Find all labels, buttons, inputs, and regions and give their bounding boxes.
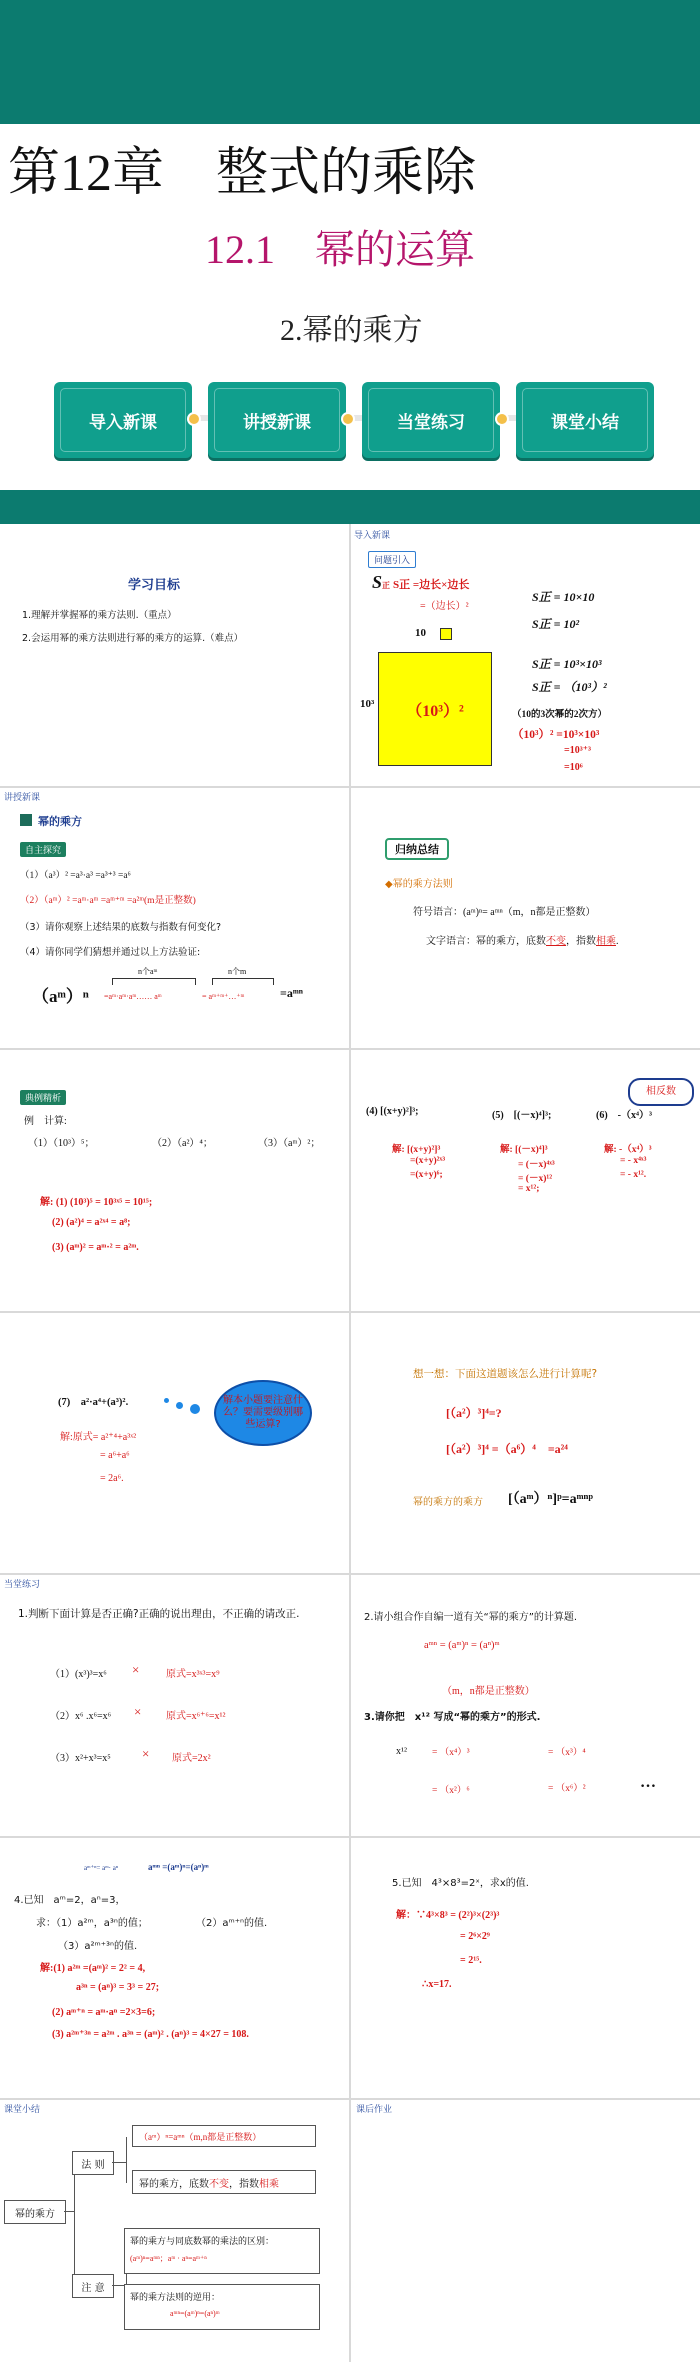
bubble-dot xyxy=(176,1402,183,1409)
a6-1: 解: -（x⁴）³ xyxy=(604,1145,652,1155)
practice-title: 1.判断下面计算是否正确?正确的说出理由，不正确的请改正. xyxy=(18,1608,300,1620)
wrong-mark: × xyxy=(142,1746,150,1761)
p4-s1: 解：∵4³×8³ = (2²)³×(2³)³ xyxy=(396,1910,500,1921)
example-q4: (4) [(x+y)²]³; xyxy=(366,1106,419,1117)
intro-formula2: =（边长）² xyxy=(420,601,469,612)
rule-symbol: 符号语言：(aᵐ)ⁿ= aᵐⁿ（m，n都是正整数） xyxy=(413,907,596,918)
a5-1: 解: [(－x)⁴]³ xyxy=(500,1145,548,1155)
a5-2: = (－x)⁴ˣ³ xyxy=(518,1160,555,1170)
example-a2: (2) (a²)⁴ = a²ˣ⁴ = a⁸; xyxy=(52,1217,131,1228)
practice-q: （3）x²+x³=x⁵ xyxy=(50,1753,111,1764)
section-label: 导入新课 xyxy=(354,531,391,541)
expr-left: （aᵐ）ⁿ xyxy=(32,987,89,1006)
a6-2: = - x⁴ˣ³ xyxy=(620,1156,647,1166)
tree-line xyxy=(126,2137,127,2183)
intro-s2: S正 = 10² xyxy=(532,617,580,631)
wrong-mark: × xyxy=(134,1704,142,1719)
practice-fix: 原式=x⁶⁺⁶=x¹² xyxy=(166,1711,226,1722)
section-title: 12.1 幂的运算 xyxy=(205,227,475,272)
a4-1: 解: [(x+y)²]³ xyxy=(392,1145,441,1155)
example-q1: （1）（10³）⁵； xyxy=(28,1138,95,1149)
section-label: 当堂练习 xyxy=(4,1580,41,1590)
summary-rule2: 幂的乘方，底数 不变 ，指数 相乘 xyxy=(132,2170,316,2194)
explore-line1: （1）（a³）² =a³·a³ =a³⁺³ =a⁶ xyxy=(20,871,131,881)
a6-3: = - x¹². xyxy=(620,1170,647,1180)
nav-button-practice[interactable]: 当堂练习 xyxy=(362,382,500,458)
label-ten: 10 xyxy=(415,627,426,639)
chapter-title: 第12章 整式的乘除 xyxy=(8,145,477,202)
section-label: 课后作业 xyxy=(356,2105,393,2115)
intro-note: （10的3次幂的2次方） xyxy=(512,710,608,720)
p3-s3: (2) aᵐ⁺ⁿ = aᵐ·aⁿ =2×3=6; xyxy=(52,2007,156,2018)
bubble-dot xyxy=(190,1404,200,1414)
x12-form: = （x³）⁴ xyxy=(548,1748,586,1758)
expr-mid2: = aᵐ⁺ᵐ⁺…⁺ᵐ xyxy=(202,992,245,1001)
practice-q: （1）(x³)³=x⁶ xyxy=(50,1669,107,1680)
practice-fix: 原式=2x² xyxy=(172,1753,211,1764)
hint-bubble: 解本小题要注意什么？要需要级别哪些运算? xyxy=(214,1380,312,1446)
tag-example: 典例精析 xyxy=(20,1090,66,1105)
a5-4: = x¹²; xyxy=(518,1184,540,1194)
summary-root: 幂的乘方 xyxy=(4,2200,66,2224)
expr-mid: =aᵐ·aᵐ·aᵐ…… aᵐ xyxy=(104,992,162,1001)
example-q3: （3）（aᵐ）²； xyxy=(258,1138,321,1149)
title-bottom-band xyxy=(0,490,700,524)
intro-calc2: =10³⁺³ xyxy=(564,745,591,756)
explore-line3: （3）请你观察上述结果的底数与指数有何变化? xyxy=(20,922,222,933)
tag-explore: 自主探究 xyxy=(20,842,66,857)
tree-line xyxy=(74,2163,75,2285)
tag-question: 问题引入 xyxy=(368,551,416,568)
intro-s4: S正 = （10³）² xyxy=(532,680,607,694)
practice3-title: 3.请你把 x¹² 写成“幂的乘方”的形式. xyxy=(364,1712,541,1723)
summary-note1: 幂的乘方与同底数幂的乘法的区别： (aᵐ)ⁿ=aᵐⁿ；aᵐ · aⁿ=aᵐ⁺ⁿ xyxy=(124,2228,320,2274)
example-a3: (3) (aᵐ)² = aᵐ·² = a²ᵐ. xyxy=(52,1242,139,1253)
think-l1: [（a²）³]⁴=? xyxy=(446,1406,502,1420)
tag-summary: 归纳总结 xyxy=(385,838,449,860)
ellipsis: … xyxy=(640,1774,656,1791)
square-label: （10³）² xyxy=(406,702,464,720)
ex7-s2: = a⁶+a⁶ xyxy=(100,1450,130,1461)
summary-note2: 幂的乘方法则的逆用： aᵐⁿ=(aᵐ)ⁿ=(aⁿ)ᵐ xyxy=(124,2284,320,2330)
example-q5: (5) [(－x)⁴]³; xyxy=(492,1110,552,1121)
example-q7: (7) a²·a⁴+(a³)². xyxy=(58,1397,129,1408)
p4-s2: = 2⁶×2⁹ xyxy=(460,1931,490,1942)
title-top-band xyxy=(0,0,700,124)
p4-s3: = 2¹⁵. xyxy=(460,1955,482,1966)
brace-line xyxy=(212,978,274,985)
p3-ask3: （3）a²ᵐ⁺³ⁿ的值. xyxy=(58,1941,138,1952)
think-rule: [（aᵐ）ⁿ]ᵖ=aᵐⁿᵖ xyxy=(508,1492,593,1507)
ex7-s3: = 2a⁶. xyxy=(100,1473,124,1484)
intro-calc3: =10⁶ xyxy=(564,762,583,773)
p3-top1: aᵐ⁺ⁿ= aᵐ· aⁿ xyxy=(84,1864,119,1872)
p3-s4: (3) a²ᵐ⁺³ⁿ = a²ᵐ . a³ⁿ = (aᵐ)² . (aⁿ)³ = 4×27 = 108. xyxy=(52,2029,249,2040)
p3-ask1: 求：（1）a²ᵐ，a³ⁿ的值； xyxy=(36,1918,148,1929)
side-label: 10³ xyxy=(360,698,375,710)
divider xyxy=(349,524,351,2362)
summary-rule1: （aᵐ）ⁿ=aᵐⁿ（m,n都是正整数） xyxy=(132,2125,316,2147)
practice2-formula: aᵐⁿ = (aᵐ)ⁿ = (aⁿ)ᵐ xyxy=(424,1640,500,1651)
subtitle: 2.幂的乘方 xyxy=(280,314,423,347)
nav-button-summary[interactable]: 课堂小结 xyxy=(516,382,654,458)
x12-form: = （x²）⁶ xyxy=(432,1786,470,1796)
brace-label: n个aᵐ xyxy=(138,967,158,976)
example-label: 例 计算: xyxy=(24,1116,67,1127)
practice2-title: 2.请小组合作自编一道有关“幂的乘方”的计算题. xyxy=(364,1612,578,1623)
explore-heading: 幂的乘方 xyxy=(38,815,82,828)
intro-s3: S正 = 10³×10³ xyxy=(532,657,602,671)
think-rule-label: 幂的乘方的乘方 xyxy=(413,1497,483,1508)
explore-line2: （2）（aᵐ）² =aᵐ·aᵐ =aᵐ⁺ᵐ =a²ᵐ(m是正整数) xyxy=(20,896,196,906)
a4-2: =(x+y)²ˣ³ xyxy=(410,1156,446,1166)
x12: x¹² xyxy=(396,1746,407,1757)
x12-form: = （x⁴）³ xyxy=(432,1748,470,1758)
opposite-number-bubble: 相反数 xyxy=(628,1078,694,1106)
intro-s1: S正 = 10×10 xyxy=(532,590,595,604)
goals-heading: 学习目标 xyxy=(128,577,181,592)
p3-ask2: （2）aᵐ⁺ⁿ的值. xyxy=(196,1918,268,1929)
a5-3: = (－x)¹² xyxy=(518,1174,553,1184)
p4-s4: ∴x=17. xyxy=(422,1979,452,1990)
goal-item: 1.理解并掌握幂的乘方法则.（重点） xyxy=(22,610,177,621)
practice-q: （2）x⁶ .x⁶=x⁶ xyxy=(50,1711,112,1722)
summary-branch-note: 注 意 xyxy=(72,2274,114,2298)
tree-line xyxy=(64,2211,74,2212)
practice-fix: 原式=x³ˣ³=x⁹ xyxy=(166,1669,220,1680)
heading-marker xyxy=(20,814,32,826)
section-label: 讲授新课 xyxy=(4,793,41,803)
bubble-dot xyxy=(164,1398,169,1403)
p4-q: 5.已知 4³×8³=2ˣ，求x的值. xyxy=(392,1878,529,1889)
explore-line4: （4）请你同学们猜想并通过以上方法验证: xyxy=(20,947,201,958)
brace-line xyxy=(112,978,196,985)
wrong-mark: × xyxy=(132,1662,140,1677)
nav-button-lecture[interactable]: 讲授新课 xyxy=(208,382,346,458)
example-q6: (6) -（x⁴）³ xyxy=(596,1110,652,1121)
section-label: 课堂小结 xyxy=(4,2105,41,2115)
intro-calc1: （10³）² =10³×10³ xyxy=(512,729,600,741)
a4-3: =(x+y)⁶; xyxy=(410,1170,443,1180)
big-square xyxy=(378,652,492,766)
small-square xyxy=(440,628,452,640)
tree-line xyxy=(112,2162,126,2163)
rule-text: 文字语言：幂的乘方，底数不变，指数相乘. xyxy=(426,936,619,947)
expr-right: =aᵐⁿ xyxy=(280,986,303,1000)
p3-top2: aᵐⁿ =(aᵐ)ⁿ=(aⁿ)ᵐ xyxy=(148,1862,209,1872)
nav-button-intro[interactable]: 导入新课 xyxy=(54,382,192,458)
example-q2: （2）（a²）⁴； xyxy=(152,1138,213,1149)
brace-label: n个m xyxy=(228,967,247,976)
intro-formula: S正 S正 =边长×边长 xyxy=(372,572,470,592)
rule-title: ◆幂的乘方法则 xyxy=(385,879,453,890)
example-a1: 解: (1) (10³)⁵ = 10³ˣ⁵ = 10¹⁵; xyxy=(40,1197,153,1208)
think-prompt: 想一想：下面这道题该怎么进行计算呢? xyxy=(413,1368,598,1380)
ex7-s1: 解:原式= a²⁺⁴+a³ˣ² xyxy=(60,1432,137,1443)
summary-branch-rule: 法 则 xyxy=(72,2151,114,2175)
practice2-cond: （m，n都是正整数） xyxy=(442,1686,535,1697)
p3-s1: 解:(1) a²ᵐ =(aᵐ)² = 2² = 4, xyxy=(40,1963,146,1974)
think-l2: [（a²）³]⁴ =（a⁶）⁴ =a²⁴ xyxy=(446,1442,568,1456)
x12-form: = （x⁶）² xyxy=(548,1784,586,1794)
p3-q: 4.已知 aᵐ=2，aⁿ=3， xyxy=(14,1895,126,1906)
goal-item: 2.会运用幂的乘方法则进行幂的乘方的运算.（难点） xyxy=(22,633,244,644)
p3-s2: a³ⁿ = (aⁿ)³ = 3³ = 27; xyxy=(76,1982,160,1993)
